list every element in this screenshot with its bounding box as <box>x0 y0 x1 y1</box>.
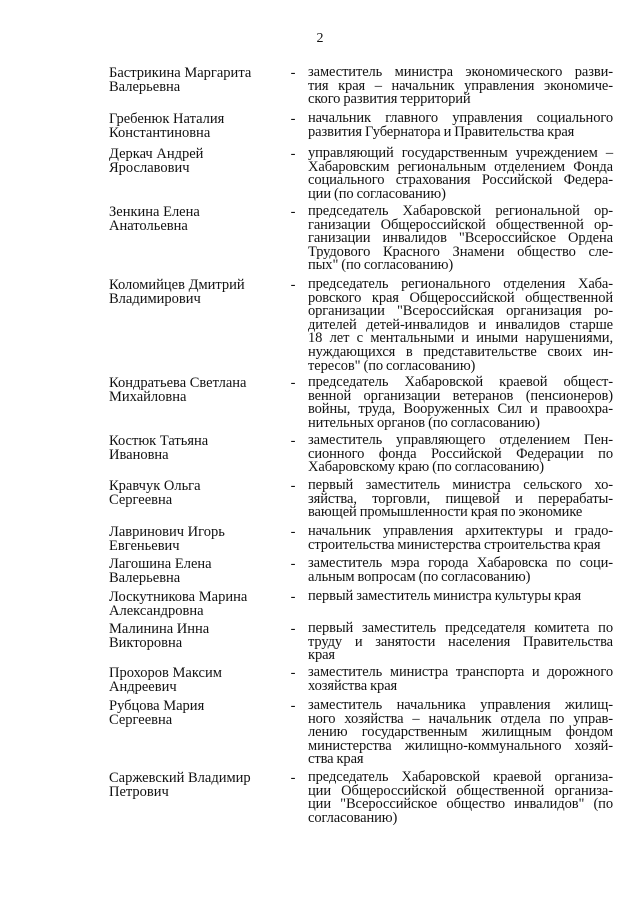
member-name <box>109 771 284 799</box>
dash-separator: - <box>290 375 296 391</box>
member-name <box>109 479 284 507</box>
member-name-line: Коломийцев Дмитрий <box>109 277 245 293</box>
member-name-line: Сергеевна <box>109 492 173 508</box>
member-position <box>308 590 613 604</box>
position-line: ции (по согласованию) <box>308 185 446 202</box>
position-line: ровского края Общероссийской общественной <box>308 289 613 306</box>
dash-separator: - <box>290 433 296 449</box>
position-line: ского развития территорий <box>308 91 471 108</box>
member-name-line: Михайловна <box>109 389 187 405</box>
position-line: ганизации Общероссийской общественной ор- <box>308 216 613 233</box>
member-name-line: Прохоров Максим <box>109 665 222 681</box>
position-line: заместитель министра транспорта и дорожного <box>308 664 613 680</box>
position-line: сионного фонда Российской Федерации по <box>308 445 613 462</box>
position-line: заместитель мэра города Хабаровска по соци- <box>308 555 613 571</box>
position-line: тересов" (по согласованию) <box>308 357 476 374</box>
member-position <box>308 557 613 584</box>
position-line: Хабаровским региональным отделением Фонда <box>308 158 613 175</box>
member-name-line: Петрович <box>109 784 169 800</box>
position-line: ции Общероссийской общественной организа- <box>308 782 613 799</box>
position-line: края <box>308 647 335 664</box>
position-line: заместитель управляющего отделением Пен- <box>308 432 613 448</box>
member-name <box>109 66 284 94</box>
member-name <box>109 205 284 233</box>
position-line: социального страхования Российской Федера- <box>308 172 613 189</box>
member-name-line: Викторовна <box>109 635 183 651</box>
member-name-line: Евгеньевич <box>109 538 180 554</box>
member-name <box>109 622 284 650</box>
position-line: председатель Хабаровской региональной ор- <box>308 203 613 219</box>
member-name <box>109 590 284 618</box>
position-line: заместитель начальника управления жилищ- <box>308 697 613 713</box>
member-name-line: Валерьевна <box>109 79 181 95</box>
member-name-line: Ярославович <box>109 160 190 176</box>
position-line: пых" (по согласованию) <box>308 257 454 274</box>
position-line: управляющий государственным учреждением – <box>308 145 613 161</box>
member-name-line: Александровна <box>109 603 204 619</box>
member-name-line: Зенкина Елена <box>109 204 200 220</box>
member-name-line: Рубцова Мария <box>109 698 205 714</box>
position-line: развития Губернатора и Правительства края <box>308 123 575 140</box>
dash-separator: - <box>290 277 296 293</box>
position-line: начальник главного управления социального <box>308 110 613 126</box>
position-line: войны, труда, Вооруженных Сил и правоохра- <box>308 401 613 418</box>
member-name-line: Ивановна <box>109 447 169 463</box>
member-name-line: Лавринович Игорь <box>109 524 225 540</box>
position-line: председатель регионального отделения Хаба- <box>308 276 613 292</box>
member-position <box>308 434 613 475</box>
position-line: ства края <box>308 751 364 768</box>
member-name-line: Анатольевна <box>109 218 188 234</box>
member-name-line: Владимирович <box>109 291 201 307</box>
dash-separator: - <box>290 478 296 494</box>
position-line: Трудового Красного Знамени общество сле- <box>308 243 613 260</box>
member-name <box>109 557 284 585</box>
member-name <box>109 525 284 553</box>
member-position <box>308 376 613 430</box>
position-line: альным вопросам (по согласованию) <box>308 568 531 585</box>
position-line: заместитель министра экономического разви- <box>308 64 613 80</box>
member-name <box>109 376 284 404</box>
member-position <box>308 66 613 107</box>
member-name-line: Андреевич <box>109 679 177 695</box>
member-name-line: Валерьевна <box>109 570 181 586</box>
member-name-line: Константиновна <box>109 125 211 141</box>
member-position <box>308 479 613 520</box>
position-line: зяйства, торговли, пищевой и перерабаты- <box>308 490 613 507</box>
member-name-line: Лагошина Елена <box>109 556 212 572</box>
member-position <box>308 666 613 693</box>
member-name <box>109 434 284 462</box>
dash-separator: - <box>290 204 296 220</box>
member-name <box>109 112 284 140</box>
member-name <box>109 666 284 694</box>
dash-separator: - <box>290 111 296 127</box>
dash-separator: - <box>290 621 296 637</box>
position-line: строительства министерства строительства края <box>308 536 601 553</box>
dash-separator: - <box>290 524 296 540</box>
member-position <box>308 525 613 552</box>
position-line: лению государственным жилищным фондом <box>308 724 613 741</box>
position-line: организации "Всероссийская организация ро- <box>308 303 613 320</box>
member-name-line: Кравчук Ольга <box>109 478 201 494</box>
position-line: нительных органов (по согласованию) <box>308 414 540 431</box>
member-name-line: Гребенюк Наталия <box>109 111 225 127</box>
position-line: Хабаровскому краю (по согласованию) <box>308 459 544 476</box>
member-name <box>109 278 284 306</box>
member-name-line: Саржевский Владимир <box>109 770 251 786</box>
member-position <box>308 699 613 767</box>
dash-separator: - <box>290 665 296 681</box>
dash-separator: - <box>290 556 296 572</box>
member-position <box>308 278 613 373</box>
position-line: министерства жилищно-коммунального хозяй- <box>308 737 613 754</box>
position-line: председатель Хабаровской краевой общест- <box>308 374 613 390</box>
position-line: вающей промышленности края по экономике <box>308 504 583 521</box>
member-position <box>308 622 613 663</box>
member-name-line: Лоскутникова Марина <box>109 589 248 605</box>
position-line: нуждающихся в представительстве своих ин- <box>308 343 613 360</box>
member-name-line: Костюк Татьяна <box>109 433 209 449</box>
member-name-line: Деркач Андрей <box>109 146 204 162</box>
position-line: тия края – начальник управления экономиче- <box>308 77 613 94</box>
position-line: согласованию) <box>308 809 398 826</box>
member-position <box>308 112 613 139</box>
dash-separator: - <box>290 146 296 162</box>
member-position <box>308 205 613 273</box>
member-name-line: Сергеевна <box>109 712 173 728</box>
position-line: председатель Хабаровской краевой организа- <box>308 769 613 785</box>
position-line: ганизации инвалидов "Всероссийское Ордена <box>308 230 613 247</box>
dash-separator: - <box>290 698 296 714</box>
member-name <box>109 147 284 175</box>
dash-separator: - <box>290 65 296 81</box>
dash-separator: - <box>290 589 296 605</box>
page-number: 2 <box>316 31 324 46</box>
position-line: дителей детей-инвалидов и инвалидов старше <box>308 316 613 333</box>
member-name-line: Малинина Инна <box>109 621 210 637</box>
position-line: труду и занятости населения Правительства <box>308 633 613 650</box>
member-position <box>308 147 613 201</box>
position-line: ции "Всероссийское общество инвалидов" (по <box>308 796 613 813</box>
position-line: начальник управления архитектуры и градо- <box>308 523 613 539</box>
position-line: ного хозяйства – начальник отдела по управ- <box>308 710 613 727</box>
member-position <box>308 771 613 825</box>
member-name <box>109 699 284 727</box>
position-line: венной организации ветеранов (пенсионеров) <box>308 387 613 404</box>
position-line: хозяйства края <box>308 677 398 694</box>
position-line: первый заместитель министра сельского хо- <box>308 477 613 493</box>
position-line: первый заместитель председателя комитета по <box>308 620 613 636</box>
member-name-line: Бастрикина Маргарита <box>109 65 252 81</box>
position-line: первый заместитель министра культуры края <box>308 588 582 604</box>
position-line: 18 лет с ментальными и иными нарушениями, <box>308 330 613 347</box>
member-name-line: Кондратьева Светлана <box>109 375 247 391</box>
dash-separator: - <box>290 770 296 786</box>
